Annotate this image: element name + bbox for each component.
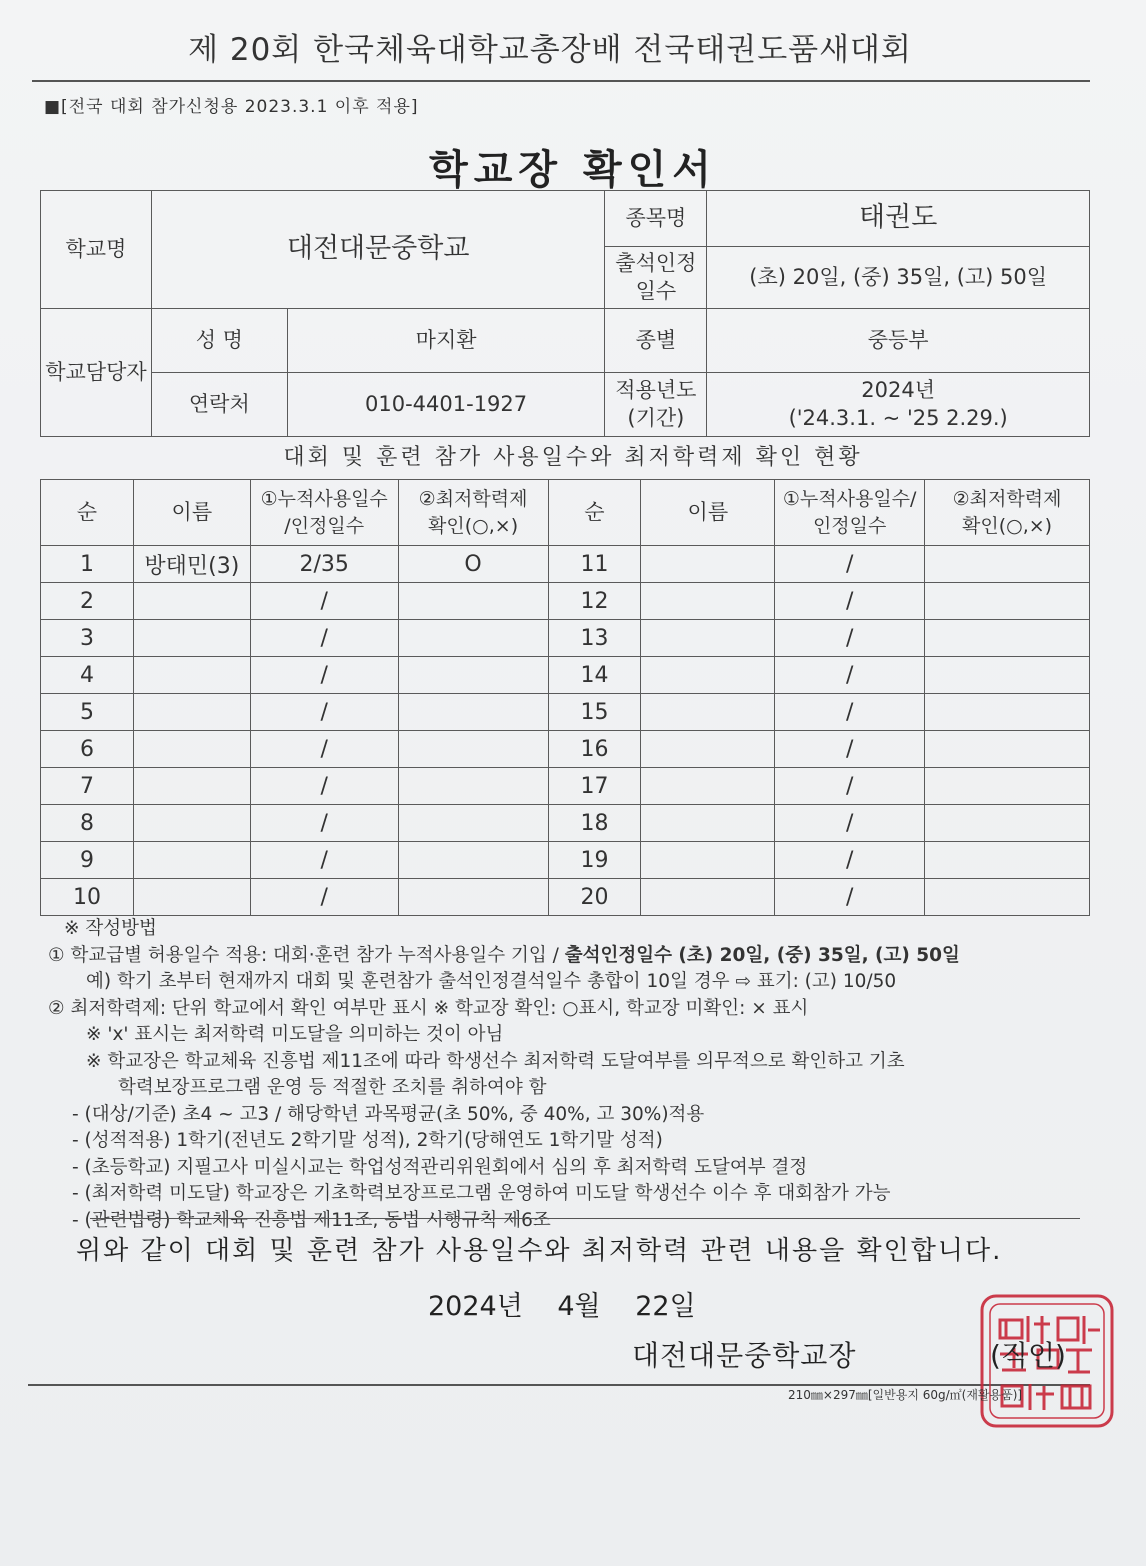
note-1-text: ① 학교급별 허용일수 적용: 대회·훈련 참가 누적사용일수 기입 / xyxy=(48,944,565,966)
acad2-header-line2: 확인(○,×) xyxy=(962,514,1053,537)
row-no2: 13 xyxy=(548,620,641,657)
row-no2: 15 xyxy=(548,694,641,731)
days-header-line1: ①누적사용일수 xyxy=(260,487,388,510)
row-no: 2 xyxy=(41,583,134,620)
col-no2-header: 순 xyxy=(548,480,641,546)
table-row xyxy=(41,879,1090,916)
row-days2: / xyxy=(775,694,925,731)
row-check xyxy=(398,879,548,916)
note-dash-3: - (초등학교) 지필고사 미실시교는 학업성적관리위원회에서 심의 후 최저학력 도달여부 결정 xyxy=(72,1156,808,1178)
row-check2 xyxy=(925,657,1090,694)
table-row xyxy=(41,768,1090,805)
row-check xyxy=(398,620,548,657)
row-days2: / xyxy=(775,768,925,805)
row-no: 10 xyxy=(41,879,134,916)
table-row xyxy=(41,805,1090,842)
row-no2: 17 xyxy=(548,768,641,805)
row-days: / xyxy=(250,583,398,620)
row-no2: 19 xyxy=(548,842,641,879)
note-1 xyxy=(48,943,1108,970)
roster-table xyxy=(40,479,1090,916)
manager-name-value: 마지환 xyxy=(287,308,605,372)
row-name2 xyxy=(641,731,775,768)
row-days: / xyxy=(250,694,398,731)
row-name xyxy=(133,842,250,879)
row-no2: 18 xyxy=(548,805,641,842)
row-name xyxy=(133,657,250,694)
row-no: 5 xyxy=(41,694,134,731)
table-row xyxy=(41,657,1090,694)
year-value-line: 2024년 xyxy=(861,377,936,402)
row-no: 9 xyxy=(41,842,134,879)
confirmation-statement: 위와 같이 대회 및 훈련 참가 사용일수와 최저학력 관련 내용을 확인합니다. xyxy=(76,1236,1003,1266)
row-check xyxy=(398,657,548,694)
school-name-value: 대전대문중학교 xyxy=(151,191,605,309)
row-check2 xyxy=(925,768,1090,805)
attendance-value: (초) 20일, (중) 35일, (고) 50일 xyxy=(707,247,1090,309)
row-no: 3 xyxy=(41,620,134,657)
row-days: 2/35 xyxy=(250,546,398,583)
note-1-example: 예) 학기 초부터 현재까지 대회 및 훈련참가 출석인정결석일수 총합이 10일 경우 ⇨ 표기: (고) 10/50 xyxy=(86,971,897,992)
contact-label: 연락처 xyxy=(151,372,287,436)
year-value xyxy=(707,372,1090,436)
row-no: 7 xyxy=(41,768,134,805)
instructions xyxy=(48,916,1108,1234)
col-acad-header xyxy=(398,480,548,546)
row-days2: / xyxy=(775,620,925,657)
sport-label: 종목명 xyxy=(605,191,707,247)
days2-header-line1: ①누적사용일수/ xyxy=(782,487,917,510)
row-days2: / xyxy=(775,583,925,620)
paper-spec-footer: 210㎜×297㎜[일반용지 60g/㎡(재활용품)] xyxy=(788,1388,1023,1402)
row-check xyxy=(398,768,548,805)
row-days: / xyxy=(250,657,398,694)
row-name2 xyxy=(641,657,775,694)
row-name2 xyxy=(641,620,775,657)
col-days2-header xyxy=(775,480,925,546)
col-acad2-header xyxy=(925,480,1090,546)
row-days2: / xyxy=(775,657,925,694)
signature-date: 2024년 4월 22일 xyxy=(428,1291,696,1322)
row-no2: 12 xyxy=(548,583,641,620)
row-name2 xyxy=(641,694,775,731)
table-row xyxy=(41,620,1090,657)
row-check2 xyxy=(925,546,1090,583)
row-days: / xyxy=(250,731,398,768)
acad-header-line1: ②최저학력제 xyxy=(418,487,528,510)
note-dash-1: - (대상/기준) 초4 ~ 고3 / 해당학년 과목평균(초 50%, 중 40%, 고 30%)적용 xyxy=(72,1103,705,1125)
row-check: O xyxy=(398,546,548,583)
principal-name: 대전대문중학교장 xyxy=(632,1339,857,1372)
row-days2: / xyxy=(775,546,925,583)
row-no: 6 xyxy=(41,731,134,768)
acad2-header-line1: ②최저학력제 xyxy=(952,487,1062,510)
row-name2 xyxy=(641,768,775,805)
row-check xyxy=(398,842,548,879)
row-name xyxy=(133,694,250,731)
row-days: / xyxy=(250,805,398,842)
row-no2: 16 xyxy=(548,731,641,768)
division-value: 중등부 xyxy=(707,308,1090,372)
note-2-sub2b: 학력보장프로그램 운영 등 적절한 조치를 취하여야 함 xyxy=(118,1077,547,1098)
row-days: / xyxy=(250,879,398,916)
row-name xyxy=(133,583,250,620)
days-header-line2: /인정일수 xyxy=(284,514,365,537)
row-name2 xyxy=(641,842,775,879)
row-name2 xyxy=(641,879,775,916)
table-row xyxy=(41,546,1090,583)
row-check2 xyxy=(925,842,1090,879)
row-no: 4 xyxy=(41,657,134,694)
contact-value: 010-4401-1927 xyxy=(287,372,605,436)
year-label-line: 적용년도 xyxy=(615,377,697,402)
note-1-bold: 출석인정일수 (초) 20일, (중) 35일, (고) 50일 xyxy=(564,944,960,966)
row-check2 xyxy=(925,805,1090,842)
note-dash-2: - (성적적용) 1학기(전년도 2학기말 성적), 2학기(당해연도 1학기말 성적) xyxy=(72,1130,663,1151)
note-2: ② 최저학력제: 단위 학교에서 확인 여부만 표시 ※ 학교장 확인: ○표시, 학교장 미확인: × 표시 xyxy=(48,997,809,1019)
row-days: / xyxy=(250,768,398,805)
row-check xyxy=(398,694,548,731)
row-days: / xyxy=(250,620,398,657)
row-days2: / xyxy=(775,731,925,768)
school-info-table xyxy=(40,190,1090,437)
row-check2 xyxy=(925,620,1090,657)
manager-label: 학교담당자 xyxy=(41,308,152,436)
row-days2: / xyxy=(775,842,925,879)
note-dash-5: - (관련법령) 학교체육 진흥법 제11조, 동법 시행규칙 제6조 xyxy=(72,1209,551,1231)
event-title: 제 20회 한국체육대학교총장배 전국태권도품새대회 xyxy=(188,32,912,68)
confirm-divider xyxy=(90,1218,1080,1219)
note-2-sub2: ※ 학교장은 학교체육 진흥법 제11조에 따라 학생선수 최저학력 도달여부를 의무적으로 확인하고 기초 xyxy=(86,1050,905,1072)
top-divider xyxy=(32,80,1090,82)
col-days-header xyxy=(250,480,398,546)
table-row xyxy=(41,694,1090,731)
year-label xyxy=(605,372,707,436)
acad-header-line2: 확인(○,×) xyxy=(428,514,519,537)
row-name xyxy=(133,879,250,916)
seal-label: (직인) xyxy=(990,1339,1066,1372)
period-label-line: (기간) xyxy=(627,406,685,431)
application-notice: ■[전국 대회 참가신청용 2023.3.1 이후 적용] xyxy=(44,97,419,117)
row-name xyxy=(133,731,250,768)
row-no2: 11 xyxy=(548,546,641,583)
row-name2 xyxy=(641,805,775,842)
row-name xyxy=(133,768,250,805)
row-check2 xyxy=(925,879,1090,916)
attendance-label: 출석인정일수 xyxy=(605,247,707,309)
row-no: 8 xyxy=(41,805,134,842)
row-name2 xyxy=(641,546,775,583)
row-check2 xyxy=(925,731,1090,768)
notes-heading: ※ 작성방법 xyxy=(64,918,157,939)
row-no: 1 xyxy=(41,546,134,583)
row-check xyxy=(398,583,548,620)
row-name xyxy=(133,805,250,842)
table-row xyxy=(41,842,1090,879)
col-name2-header: 이름 xyxy=(641,480,775,546)
division-label: 종별 xyxy=(605,308,707,372)
row-check2 xyxy=(925,694,1090,731)
row-no2: 20 xyxy=(548,879,641,916)
row-name xyxy=(133,620,250,657)
row-days2: / xyxy=(775,805,925,842)
document-title: 학교장 확인서 xyxy=(429,147,717,193)
table-row xyxy=(41,731,1090,768)
note-dash-4: - (최저학력 미도달) 학교장은 기초학력보장프로그램 운영하여 미도달 학생선수 이수 후 대회참가 가능 xyxy=(72,1183,891,1204)
row-name2 xyxy=(641,583,775,620)
roster-body xyxy=(41,546,1090,916)
school-name-label: 학교명 xyxy=(41,191,152,309)
row-check xyxy=(398,731,548,768)
days2-header-line2: 인정일수 xyxy=(812,514,887,537)
col-no-header: 순 xyxy=(41,480,134,546)
row-name: 방태민(3) xyxy=(133,546,250,583)
manager-name-label: 성 명 xyxy=(151,308,287,372)
sport-value: 태권도 xyxy=(707,191,1090,247)
col-name-header: 이름 xyxy=(133,480,250,546)
row-no2: 14 xyxy=(548,657,641,694)
roster-caption: 대회 및 훈련 참가 사용일수와 최저학력제 확인 현황 xyxy=(283,445,863,470)
period-value-line: ('24.3.1. ~ '25 2.29.) xyxy=(788,406,1008,431)
row-days2: / xyxy=(775,879,925,916)
note-2-sub1: ※ 'x' 표시는 최저학력 미도달을 의미하는 것이 아님 xyxy=(86,1024,504,1045)
row-days: / xyxy=(250,842,398,879)
row-check2 xyxy=(925,583,1090,620)
row-check xyxy=(398,805,548,842)
table-row xyxy=(41,583,1090,620)
